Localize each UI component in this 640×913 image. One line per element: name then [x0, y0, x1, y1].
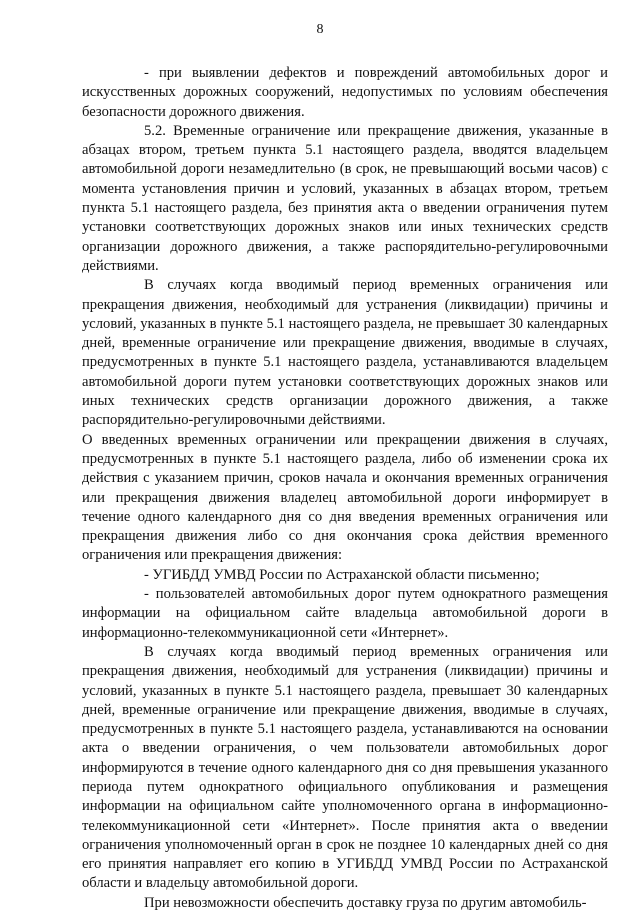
- paragraph-under-30-days: В случаях когда вводимый период временных ограничения или прекращения движения, необходимый для устранения (ликвидации) причины и условий, указанных в пункте 5.1 настоящего раздела, не превышает 30 календарных дней, временные ограничение или прекращение движения, вводимые в случаях, предусмотренных в пункте 5.1 настоящего раздела, устанавливаются владельцем автомобильной дороги путем установки соответствующих дорожных знаков или иных технических средств организации дорожного движения, а также распорядительно-регулировочными действиями.: [82, 277, 608, 429]
- page-number: 8: [316, 22, 324, 37]
- list-item-ugibdd: - УГИБДД УМВД России по Астраханской области письменно;: [144, 566, 540, 583]
- paragraph-defects: - при выявлении дефектов и повреждений автомобильных дорог и искусственных дорожных сооружений, недопустимых по условиям обеспечения безопасности дорожного движения.: [82, 65, 608, 120]
- list-item-users: - пользователей автомобильных дорог путем однократного размещения информации на официальном сайте владельца автомобильной дороги в информационно-телекоммуникационной сети «Интернет».: [82, 586, 608, 641]
- paragraph-notification: О введенных временных ограничении или прекращении движения в случаях, предусмотренных в пункте 5.1 настоящего раздела, либо об изменении срока их действия с указанием причин, сроков начала и окончания временных ограничения или прекращения движения владелец автомобильной дороги информирует в течение одного календарного дня со дня введения временных ограничения или прекращения движения либо со дня окончания срока действия временного ограничения или прекращения движения:: [82, 431, 608, 564]
- paragraph-5-2: 5.2. Временные ограничение или прекращение движения, указанные в абзацах втором, третьем пункта 5.1 настоящего раздела, вводятся владельцем автомобильной дороги незамедлительно (в срок, не превышающий восьми часов) с момента установления причин и условий, указанных в абзацах втором, третьем пункта 5.1 настоящего раздела, без принятия акта о введении ограничения путем установки соответствующих дорожных знаков или иных технических средств организации дорожного движения, а также распорядительно-регулировочными действиями.: [82, 122, 608, 274]
- paragraph-over-30-days: В случаях когда вводимый период временных ограничения или прекращения движения, необходимый для устранения (ликвидации) причины и условий, указанных в пункте 5.1 настоящего раздела, превышает 30 календарных дней, временные ограничение или прекращение движения, вводимые в случаях, предусмотренных в пункте 5.1 настоящего раздела, устанавливаются на основании акта о введении ограничения, о чем пользователи автомобильных дорог информируются в течение одного календарного дня со дня превышения указанного периода путем однократного официального опубликования и размещения информации на официальном сайте уполномоченного органа в информационно-телекоммуникационной сети «Интернет». После принятия акта о введении ограничения уполномоченный орган в срок не позднее 10 календарных дней со дня его принятия направляет его копию в УГИБДД УМВД России по Астраханской области и владельцу автомобильной дороги.: [82, 643, 608, 892]
- paragraph-delivery: При невозможности обеспечить доставку груза по другим автомобиль-: [144, 894, 587, 911]
- document-body: [82, 64, 608, 913]
